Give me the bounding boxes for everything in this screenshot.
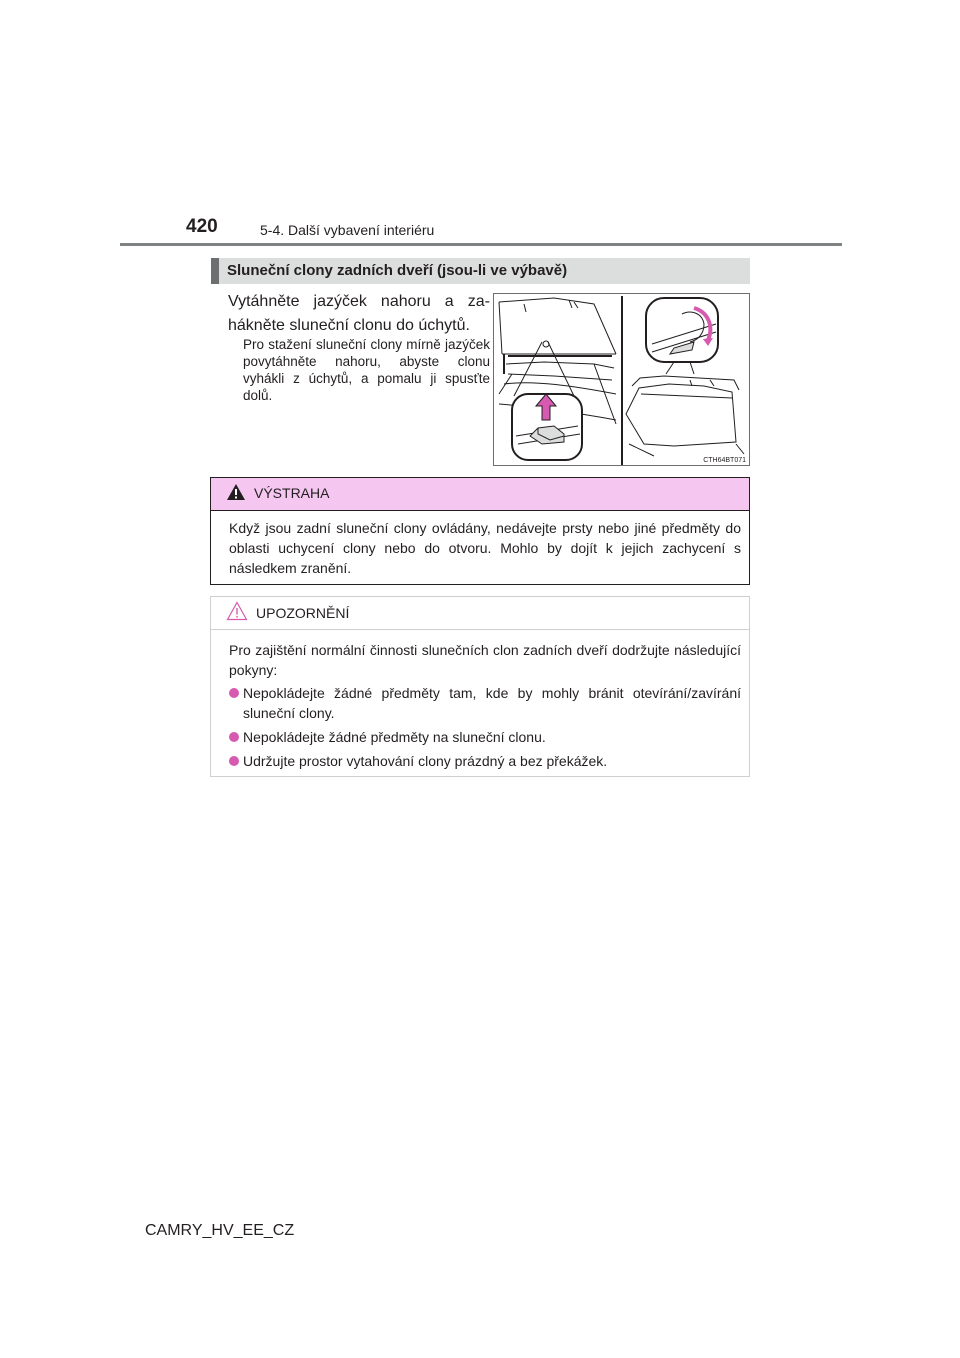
instruction-note: Pro stažení sluneční clony mírně jazýček povytáhněte nahoru, abyste clonu vyhákli z úchytů, a pomalu ji spusťte dolů. — [243, 337, 490, 403]
sunshade-illustration — [493, 293, 750, 466]
sunshade-drawing — [494, 294, 749, 465]
notice-title: UPOZORNĚNÍ — [256, 605, 350, 621]
illustration-code: CTH64BT071 — [703, 457, 746, 464]
warning-title: VÝSTRAHA — [254, 485, 330, 501]
list-item: Nepokládejte žádné předměty na sluneční clonu. — [229, 727, 741, 747]
bullet-icon — [229, 756, 239, 766]
header-rule — [120, 243, 842, 246]
warning-text: Když jsou zadní sluneční clony ovládány, nedávejte prsty nebo jiné předměty do oblasti uchycení clony nebo do otvoru. Mohlo by dojít k jejich zachycení s následkem zranění. — [229, 520, 741, 576]
instruction-main: Vytáhněte jazýček nahoru a zahákněte sluneční clonu do úchytů. — [228, 293, 490, 334]
section-header: 5-4. Další vybavení interiéru — [260, 222, 435, 238]
footer-code: CAMRY_HV_EE_CZ — [145, 1222, 295, 1239]
bullet-icon — [229, 688, 239, 698]
notice-list — [229, 683, 741, 775]
page-number: 420 — [186, 216, 218, 237]
bullet-icon — [229, 732, 239, 742]
notice-box — [210, 596, 750, 777]
notice-intro: Pro zajištění normální činnosti slunečních clon zadních dveří dodržujte následující pokyny: — [229, 642, 741, 678]
notice-header — [211, 597, 749, 630]
list-item: Nepokládejte žádné předměty tam, kde by mohly bránit otevírání/zavírání sluneční clony. — [229, 683, 741, 723]
list-item: Udržujte prostor vytahování clony prázdný a bez překážek. — [229, 751, 741, 771]
warning-header — [211, 478, 749, 511]
warning-box — [210, 477, 750, 585]
section-title: Sluneční clony zadních dveří (jsou-li ve výbavě) — [211, 258, 750, 284]
warning-triangle-icon — [226, 483, 246, 506]
caution-triangle-icon — [226, 601, 248, 626]
